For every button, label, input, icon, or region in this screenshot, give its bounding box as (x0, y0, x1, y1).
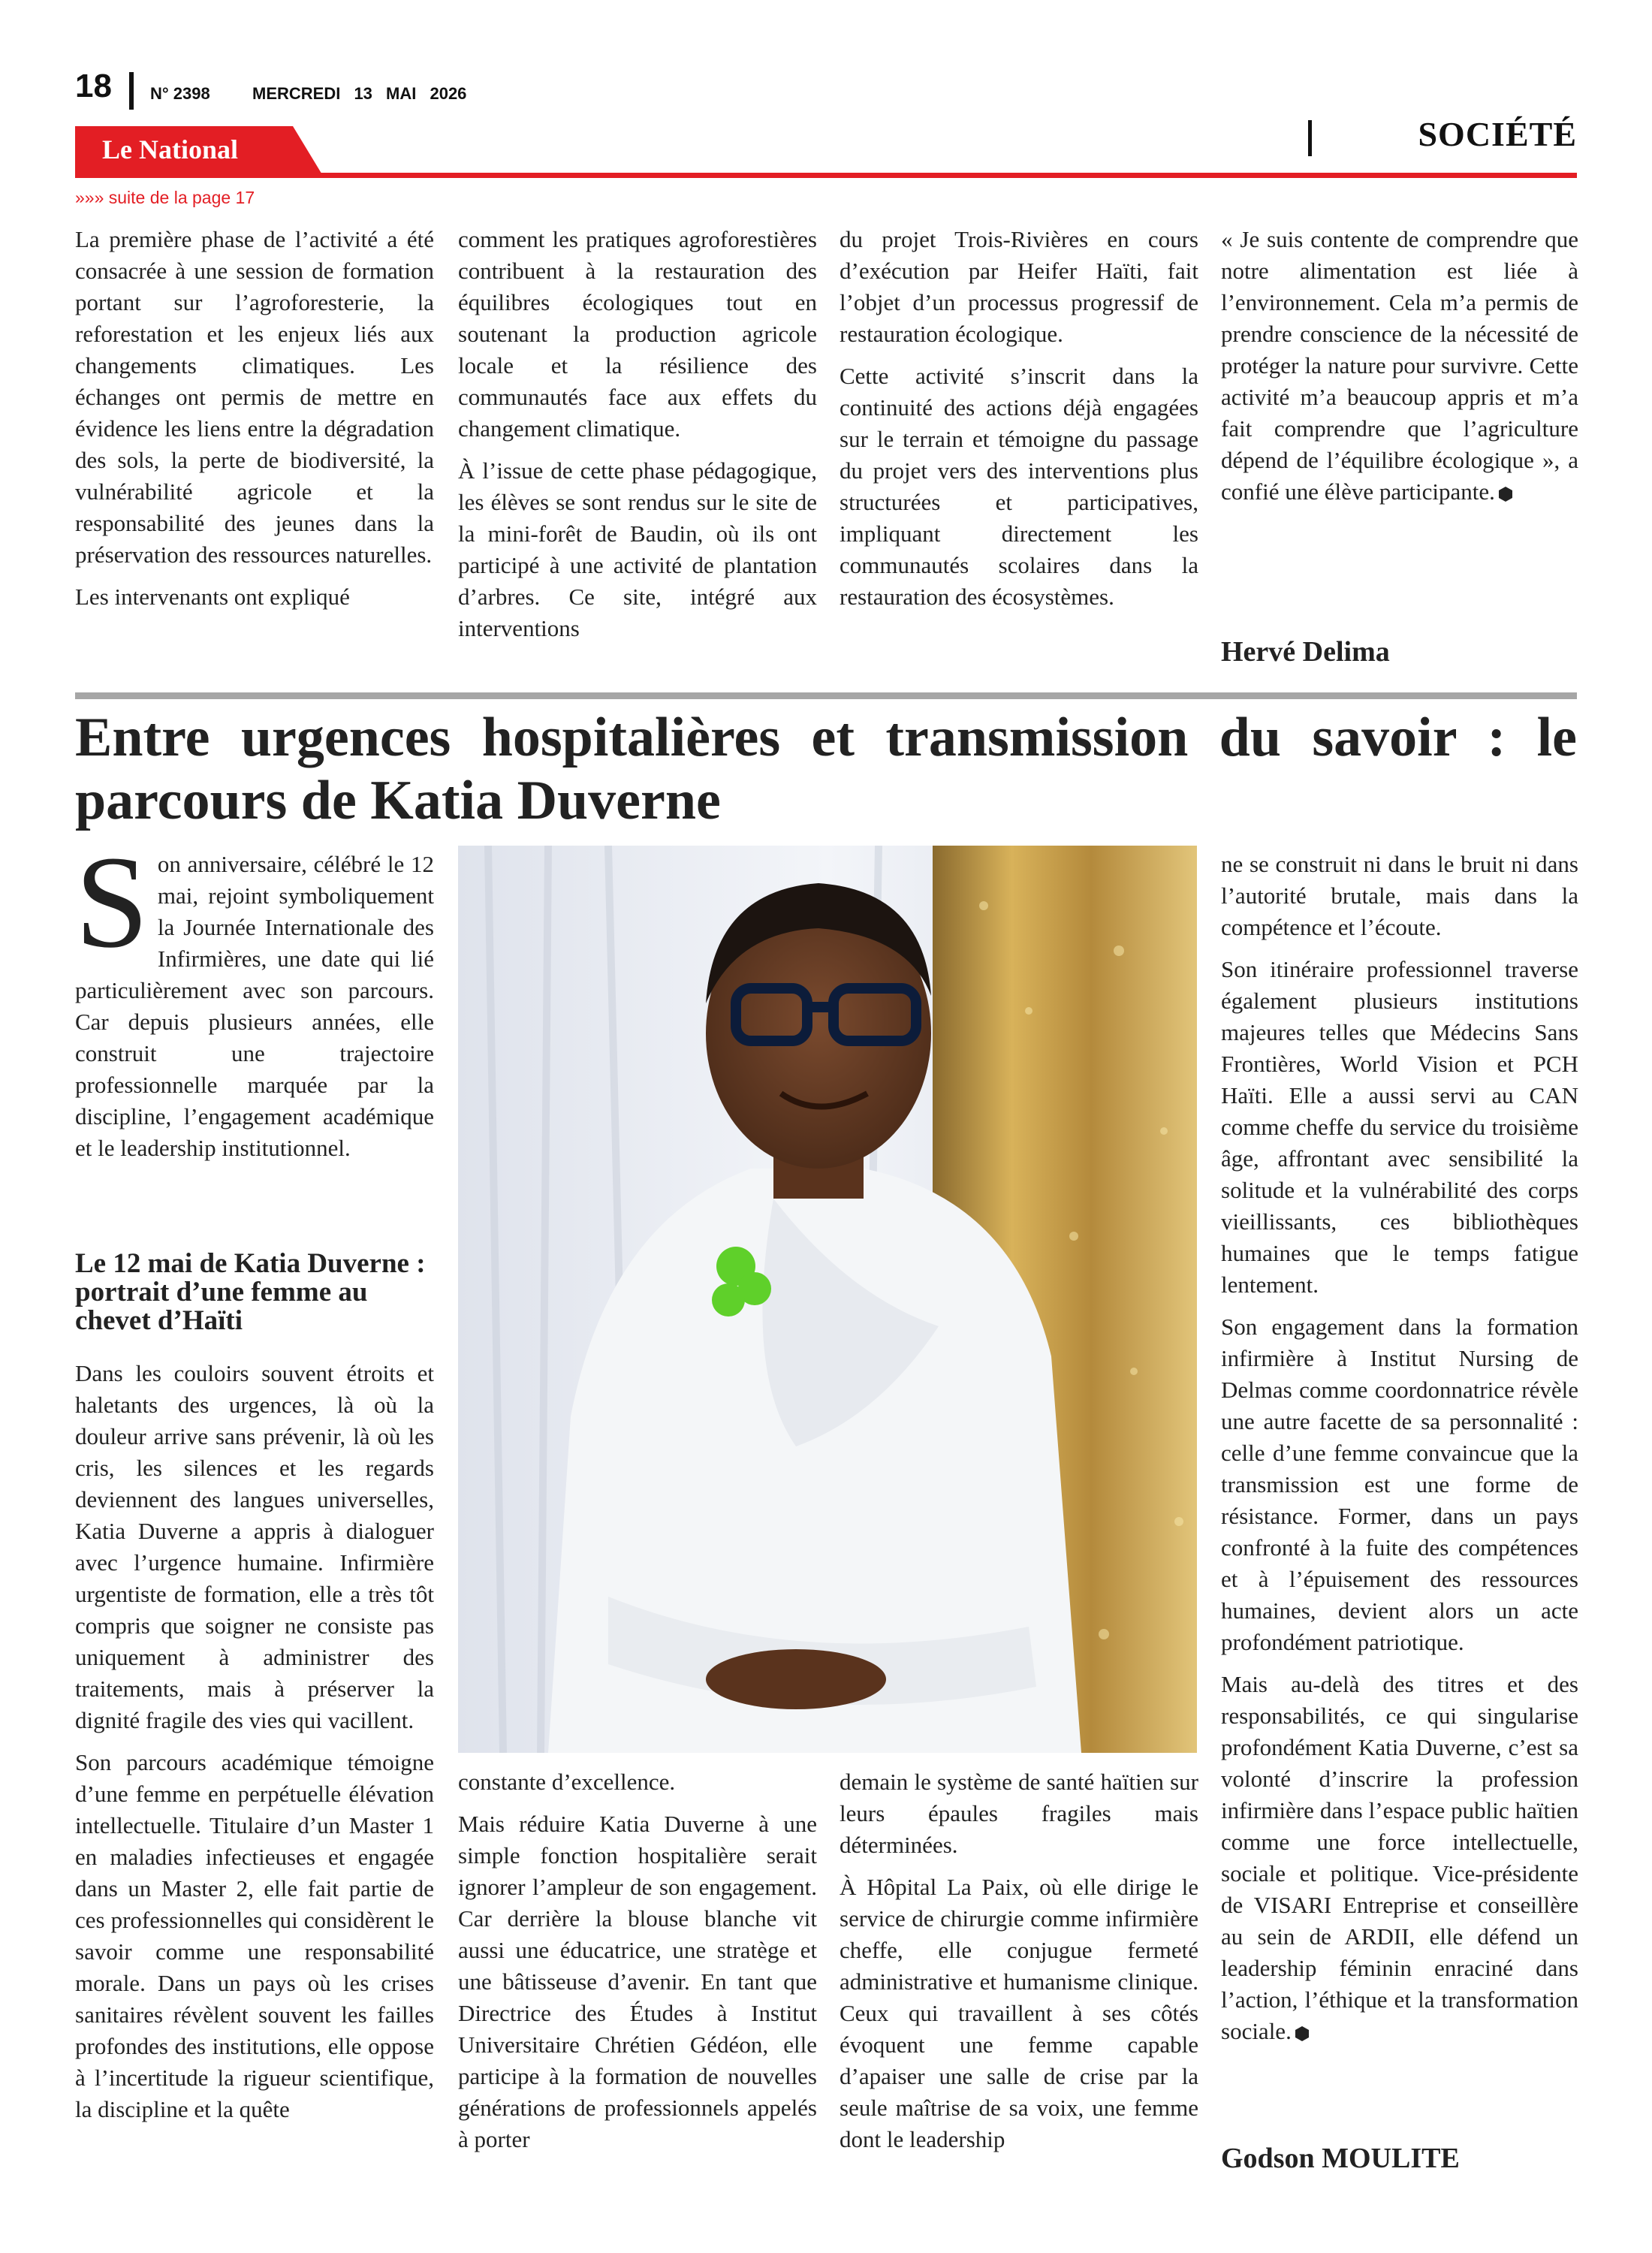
main-article-column-1 (75, 1358, 434, 2136)
main-article-author: Godson MOULITE (1221, 2143, 1460, 2174)
drop-cap: S (75, 829, 149, 976)
page-number: 18 (75, 68, 112, 104)
paragraph-text: Mais au-delà des titres et des responsabilités, ce qui singularise profondément Katia Duverne, c’est sa volonté d’inscrire la profession infirmière dans l’espace public haïtien comme une force intellectuelle, sociale et politique. Vice-présidente de VISARI Entreprise et conseillère au sein de ARDII, elle défend un leadership féminin enraciné dans l’action, l’éthique et la transformation sociale. (1221, 1671, 1578, 2044)
paragraph: Son itinéraire professionnel traverse également plusieurs institutions majeures telles que Médecins Sans Frontières, World Vision et PCH Haïti. Elle a aussi servi au CAN comme cheffe du service du troisième âge, affrontant avec sensibilité la solitude et la vulnérabilité des corps vieillissants, ces bibliothèques humaines que le temps fatigue lentement. (1221, 956, 1578, 1298)
main-article-column-3 (840, 1766, 1198, 2166)
paragraph: La première phase de l’activité a été consacrée à une session de formation portant sur l’agroforesterie, la reforestation et les enjeux liés aux changements climatiques. Les échanges ont permis de mettre en évidence les liens entre la dégradation des sols, la perte de biodiversité, la vulnérabilité agricole et la responsabilité des jeunes dans la préservation des ressources naturelles. (75, 226, 434, 568)
main-article-column-2 (458, 1766, 817, 2166)
hexagon-end-mark-icon (1295, 2025, 1310, 2042)
paragraph (1221, 1669, 1578, 2047)
paragraph: ne se construit ni dans le bruit ni dans l’autorité brutale, mais dans la compétence et l’écoute. (1221, 851, 1578, 940)
paragraph: constante d’excellence. (458, 1769, 676, 1795)
main-article-column-4 (1221, 849, 1578, 2058)
paragraph: À Hôpital La Paix, où elle dirige le service de chirurgie comme infirmière cheffe, elle conjugue fermeté administrative et humanisme clinique. Ceux qui travaillent à ses côtés évoquent une femme capable d’apaiser une salle de crise par la seule maîtrise de sa voix, une femme dont le leadership (840, 1874, 1198, 2152)
top-article-column-1 (75, 224, 434, 623)
article-subheading: Le 12 mai de Katia Duverne : portrait d’une femme au chevet d’Haïti (75, 1248, 426, 1336)
article-headline: Entre urgences hospitalières et transmission du savoir : le parcours de Katia Duverne (75, 707, 1577, 831)
newspaper-brand: Le National (102, 134, 239, 164)
page-number-divider (129, 72, 134, 110)
article-divider (75, 692, 1577, 699)
issue-date: MERCREDI 13 MAI 2026 (252, 84, 467, 103)
paragraph: Les intervenants ont expliqué (75, 584, 350, 610)
brand-rule (75, 173, 1577, 178)
paragraph: Mais réduire Katia Duverne à une simple fonction hospitalière serait ignorer l’ampleur de son engagement. Car derrière la blouse blanche vit aussi une éducatrice, une stratège et une bâtisseuse d’avenir. En tant que Directrice des Études à Institut Universitaire Chrétien Gédéon, elle participe à la formation de nouvelles générations de professionnels appelés à porter (458, 1811, 817, 2152)
paragraph: Son parcours académique témoigne d’une femme en perpétuelle élévation intellectuelle. Titulaire d’un Master 1 en maladies infectieuses et engagée dans un Master 2, elle fait partie de ces professionnelles qui considèrent le savoir comme une responsabilité morale. Dans un pays où les crises sanitaires révèlent souvent les failles profondes des institutions, elle oppose à l’incertitude la rigueur scientifique, la discipline et la quête (75, 1749, 434, 2122)
section-label: SOCIÉTÉ (1418, 115, 1577, 153)
paragraph: demain le système de santé haïtien sur leurs épaules fragiles mais déterminées. (840, 1769, 1198, 1858)
top-article-author: Hervé Delima (1221, 636, 1390, 668)
section-divider (1308, 120, 1312, 156)
top-article-column-4 (1221, 224, 1578, 518)
portrait-photo (458, 846, 1197, 1753)
top-article-column-2 (458, 224, 817, 655)
paragraph: Dans les couloirs souvent étroits et haletants des urgences, là où la douleur arrive sans prévenir, là où les cris, les silences et les regards deviennent des langues universelles, Katia Duverne a appris à dialoguer avec l’urgence humaine. Infirmière urgentiste de formation, elle a très tôt compris que soigner ne consiste pas uniquement à administrer des traitements, mais à préserver la dignité fragile des vies qui vacillent. (75, 1360, 434, 1733)
issue-number: N° 2398 (150, 84, 210, 103)
paragraph: du projet Trois-Rivières en cours d’exécution par Heifer Haïti, fait l’objet d’un processus progressif de restauration écologique. (840, 226, 1198, 347)
continued-from-label: »»» suite de la page 17 (75, 188, 255, 207)
top-article-column-3 (840, 224, 1198, 623)
paragraph (1221, 224, 1578, 508)
paragraph: Cette activité s’inscrit dans la continuité des actions déjà engagées sur le terrain et témoigne du passage du projet vers des interventions plus structurées et participatives, impliquant directement les communautés scolaires dans la restauration des écosystèmes. (840, 363, 1198, 610)
paragraph-text: « Je suis contente de comprendre que notre alimentation est liée à l’environnement. Cela m’a permis de prendre conscience de la nécessité de protéger la nature pour survivre. Cette activité m’a beaucoup appris et m’a fait comprendre que l’agriculture dépend de l’équilibre écologique », a confié une élève participante. (1221, 226, 1578, 505)
paragraph: Son engagement dans la formation infirmière à Institut Nursing de Delmas comme coordonnatrice révèle une autre facette de sa personnalité : celle d’une femme convaincue que la transmission est une forme de résistance. Former, dans un pays confronté à la fuite des compétences et à l’épuisement des ressources humaines, devient alors un acte profondément patriotique. (1221, 1313, 1578, 1655)
paragraph: À l’issue de cette phase pédagogique, les élèves se sont rendus sur le site de la mini-forêt de Baudin, où ils ont participé à une activité de plantation d’arbres. Ce site, intégré aux interventions (458, 457, 817, 641)
main-article-intro (75, 829, 434, 1164)
hexagon-end-mark-icon (1498, 486, 1513, 502)
intro-text: on anniversaire, célébré le 12 mai, rejoint symboliquement la Journée Internationale des Infirmières, une date qui lié particulièrement avec son parcours. Car depuis plusieurs années, elle construit une trajectoire professionnelle marquée par la discipline, l’engagement académique et le leadership institutionnel. (75, 851, 434, 1161)
paragraph: comment les pratiques agroforestières contribuent à la restauration des équilibres écologiques tout en soutenant la production agricole locale et la résilience des communautés face aux effets du changement climatique. (458, 226, 817, 442)
